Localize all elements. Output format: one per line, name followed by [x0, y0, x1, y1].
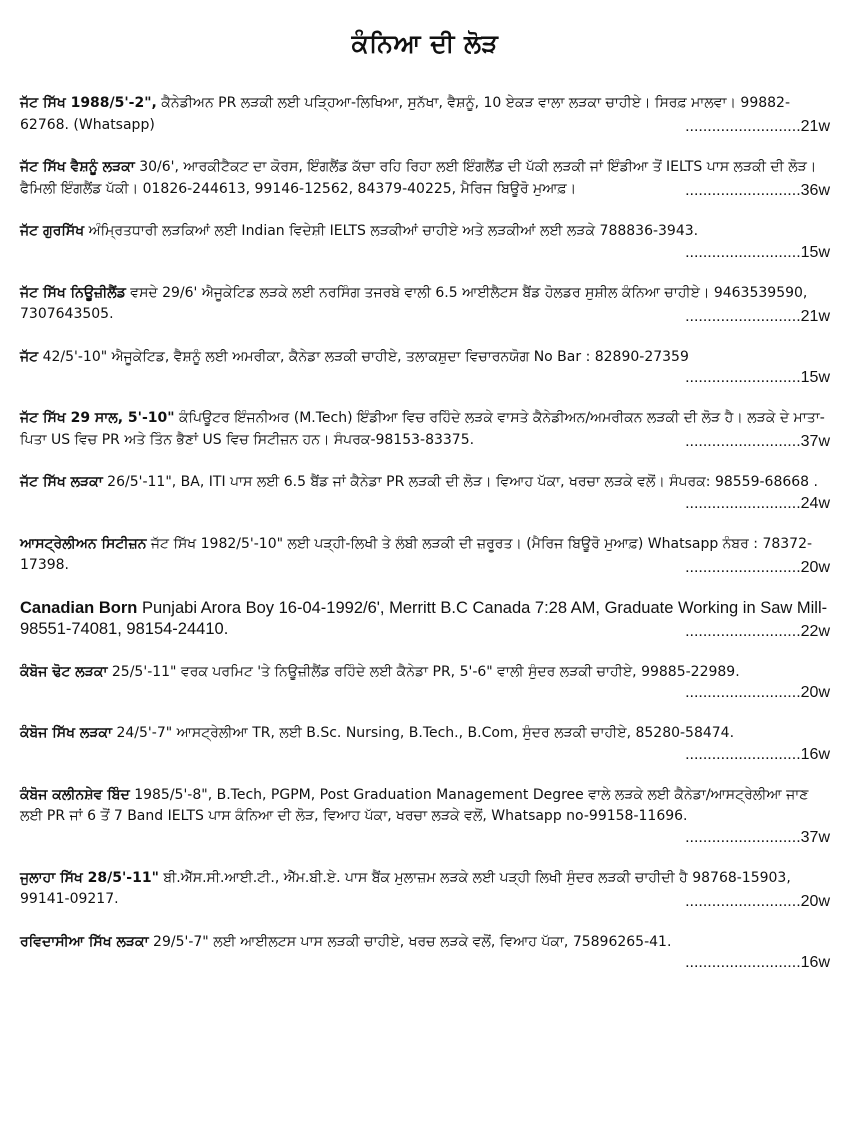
- ad-lead: ਕੰਬੋਜ ਸਿੱਖ ਲੜਕਾ: [20, 725, 113, 741]
- ad-item: [20, 598, 830, 641]
- ad-ref: ..........................21w: [685, 307, 830, 325]
- ad-body: 30/6', ਆਰਕੀਟੈਕਟ ਦਾ ਕੋਰਸ, ਇੰਗਲੈਂਡ ਕੱਚਾ ਰਹਿ ਰਿਹਾ ਲਈ ਇੰਗਲੈਂਡ ਦੀ ਪੱਕੀ ਲੜਕੀ ਜਾਂ ਇੰਡੀਆ ਤੋਂ IELTS ਪਾਸ ਲੜਕੀ ਦੀ ਲੋੜ। ਫੈਮਿਲੀ ਇੰਗਲੈਂਡ ਪੱਕੀ। 01826-244613, 99146-12562, 84379-40225, ਮੈਰਿਜ ਬਿਊਰੋ ਮੁਆਫ਼।: [20, 159, 817, 197]
- page-title: ਕੰਨਿਆ ਦੀ ਲੋੜ: [351, 29, 499, 58]
- ad-lead: ਜੁਲਾਹਾ ਸਿੱਖ 28/5'-11": [20, 869, 159, 886]
- ad-item: [20, 408, 830, 451]
- ad-ref: ..........................15w: [685, 243, 830, 261]
- ads-list: [20, 93, 830, 972]
- ad-item: [20, 932, 830, 973]
- ad-item: [20, 283, 830, 326]
- ad-item: [20, 472, 830, 513]
- ad-lead: ਜੱਟ ਸਿੱਖ ਵੈਸ਼ਨੂੰ ਲੜਕਾ: [20, 159, 135, 175]
- ad-lead: ਜੱਟ ਗੁਰਸਿੱਖ: [20, 223, 85, 239]
- ad-ref: ..........................15w: [685, 369, 830, 386]
- ad-lead: ਜੱਟ ਸਿੱਖ ਲੜਕਾ: [20, 474, 103, 490]
- ad-body: ਅੰਮ੍ਰਿਤਧਾਰੀ ਲੜਕਿਆਂ ਲਈ Indian ਵਿਦੇਸ਼ੀ IELTS ਲੜਕੀਆਂ ਚਾਹੀਏ ਅਤੇ ਲੜਕੀਆਂ ਲਈ ਲੜਕੇ 788836-3943.: [84, 223, 699, 239]
- ad-body: 25/5'-11" ਵਰਕ ਪਰਮਿਟ 'ਤੇ ਨਿਊਜ਼ੀਲੈਂਡ ਰਹਿੰਦੇ ਲਈ ਕੈਨੇਡਾ PR, 5'-6" ਵਾਲੀ ਸੁੰਦਰ ਲੜਕੀ ਚਾਹੀਏ, 99885-22989.: [107, 663, 740, 680]
- ad-ref: ..........................36w: [685, 182, 830, 199]
- ad-ref: ..........................21w: [685, 118, 830, 135]
- ad-item: [20, 723, 830, 764]
- ad-item: [20, 221, 830, 262]
- ad-body: 29/5'-7" ਲਈ ਆਈਲਟਸ ਪਾਸ ਲੜਕੀ ਚਾਹੀਏ, ਖਰਚ ਲੜਕੇ ਵਲੋਂ, ਵਿਆਹ ਪੱਕਾ, 75896265-41.: [148, 933, 672, 950]
- ad-ref: ..........................16w: [685, 745, 830, 763]
- ad-item: [20, 534, 830, 577]
- ad-ref: ..........................37w: [685, 433, 830, 450]
- ad-item: [20, 93, 830, 136]
- ad-ref: ..........................24w: [685, 494, 830, 512]
- ad-body: 26/5'-11", BA, ITI ਪਾਸ ਲਈ 6.5 ਬੈਂਡ ਜਾਂ ਕੈਨੇਡਾ PR ਲੜਕੀ ਦੀ ਲੋੜ। ਵਿਆਹ ਪੱਕਾ, ਖਰਚਾ ਲੜਕੇ ਵਲੋਂ। ਸੰਪਰਕ: 98559-68668 .: [102, 474, 818, 490]
- ad-lead: ਕੰਬੋਜ ਕਲੀਨਸ਼ੇਵ ਬਿੰਦ: [20, 786, 130, 803]
- ad-item: [20, 868, 830, 911]
- ad-body: ਬੀ.ਐੱਸ.ਸੀ.ਆਈ.ਟੀ., ਐੱਮ.ਬੀ.ਏ. ਪਾਸ ਬੈਂਕ ਮੁਲਾਜ਼ਮ ਲੜਕੇ ਲਈ ਪੜ੍ਹੀ ਲਿਖੀ ਸੁੰਦਰ ਲੜਕੀ ਚਾਹੀਦੀ ਹੈ 98768-15903, 99141-09217.: [20, 869, 791, 907]
- ad-ref: ..........................16w: [685, 954, 830, 971]
- ad-body: ਕੈਨੇਡੀਅਨ PR ਲੜਕੀ ਲਈ ਪੜ੍ਹਿਆ-ਲਿਖਿਆ, ਸੁਨੱਖਾ, ਵੈਸ਼ਨੂੰ, 10 ਏਕੜ ਵਾਲਾ ਲੜਕਾ ਚਾਹੀਏ। ਸਿਰਫ਼ ਮਾਲਵਾ। 99882-62768. (Whatsapp): [20, 95, 791, 133]
- ad-body: 1985/5'-8", B.Tech, PGPM, Post Graduation Management Degree ਵਾਲੇ ਲੜਕੇ ਲਈ ਕੈਨੇਡਾ/ਆਸਟ੍ਰੇਲੀਆ ਜਾਣ ਲਈ PR ਜਾਂ 6 ਤੋਂ 7 Band IELTS ਪਾਸ ਕੰਨਿਆ ਦੀ ਲੋੜ, ਵਿਆਹ ਪੱਕਾ, ਖਰਚਾ ਲੜਕੇ ਵਲੋਂ, Whatsapp no-99158-11696.: [20, 786, 809, 824]
- ad-item: [20, 347, 830, 388]
- ad-lead: ਰਵਿਦਾਸੀਆ ਸਿੱਖ ਲੜਕਾ: [20, 933, 149, 950]
- ad-ref: ..........................20w: [685, 892, 830, 910]
- ad-ref: ..........................20w: [685, 558, 830, 576]
- ad-body: 42/5'-10" ਐਜੂਕੇਟਿਡ, ਵੈਸ਼ਨੂੰ ਲਈ ਅਮਰੀਕਾ, ਕੈਨੇਡਾ ਲੜਕੀ ਚਾਹੀਏ, ਤਲਾਕਸ਼ੁਦਾ ਵਿਚਾਰਨਯੋਗ No Bar : 82890-27359: [38, 348, 689, 365]
- ad-lead: Canadian Born: [20, 598, 138, 617]
- ad-ref: ..........................37w: [685, 828, 830, 846]
- ad-lead: ਜੱਟ ਸਿੱਖ ਨਿਊਜ਼ੀਲੈਂਡ: [20, 284, 126, 301]
- ad-lead: ਜੱਟ ਸਿੱਖ 29 ਸਾਲ, 5'-10": [20, 410, 175, 426]
- ad-body: ਕੰਪਿਊਟਰ ਇੰਜਨੀਅਰ (M.Tech) ਇੰਡੀਆ ਵਿਚ ਰਹਿੰਦੇ ਲੜਕੇ ਵਾਸਤੇ ਕੈਨੇਡੀਅਨ/ਅਮਰੀਕਨ ਲੜਕੀ ਦੀ ਲੋੜ ਹੈ। ਲੜਕੇ ਦੇ ਮਾਤਾ-ਪਿਤਾ US ਵਿਚ PR ਅਤੇ ਤਿੰਨ ਭੈਣਾਂ US ਵਿਚ ਸਿਟੀਜ਼ਨ ਹਨ। ਸੰਪਰਕ-98153-83375.: [20, 410, 825, 448]
- ad-item: [20, 157, 830, 200]
- ad-lead: ਕੰਬੋਜ ਢੋਟ ਲੜਕਾ: [20, 663, 108, 680]
- ad-lead: ਆਸਟ੍ਰੇਲੀਅਨ ਸਿਟੀਜ਼ਨ: [20, 535, 147, 552]
- ad-body: 24/5'-7" ਆਸਟ੍ਰੇਲੀਆ TR, ਲਈ B.Sc. Nursing, B.Tech., B.Com, ਸੁੰਦਰ ਲੜਕੀ ਚਾਹੀਏ, 85280-58474.: [112, 725, 735, 741]
- ad-item: [20, 785, 830, 847]
- ad-item: [20, 662, 830, 703]
- ad-lead: ਜੱਟ ਸਿੱਖ 1988/5'-2",: [20, 95, 157, 111]
- ad-ref: ..........................20w: [685, 684, 830, 701]
- ad-body: Punjabi Arora Boy 16-04-1992/6', Merritt B.C Canada 7:28 AM, Graduate Working in Saw Mill-98551-74081, 98154-24410.: [20, 598, 828, 638]
- ad-ref: ..........................22w: [685, 622, 830, 640]
- ad-lead: ਜੱਟ: [20, 348, 39, 365]
- ad-body: ਵਸਦੇ 29/6' ਐਜੂਕੇਟਿਡ ਲੜਕੇ ਲਈ ਨਰਸਿੰਗ ਤਜਰਬੇ ਵਾਲੀ 6.5 ਆਈਲੈਟਸ ਬੈਂਡ ਹੋਲਡਰ ਸੁਸ਼ੀਲ ਕੰਨਿਆ ਚਾਹੀਏ। 9463539590, 7307643505.: [20, 284, 808, 322]
- ad-body: ਜੱਟ ਸਿੱਖ 1982/5'-10" ਲਈ ਪੜ੍ਹੀ-ਲਿਖੀ ਤੇ ਲੰਬੀ ਲੜਕੀ ਦੀ ਜ਼ਰੂਰਤ। (ਮੈਰਿਜ ਬਿਊਰੋ ਮੁਆਫ਼) Whatsapp ਨੰਬਰ : 78372-17398.: [20, 535, 813, 573]
